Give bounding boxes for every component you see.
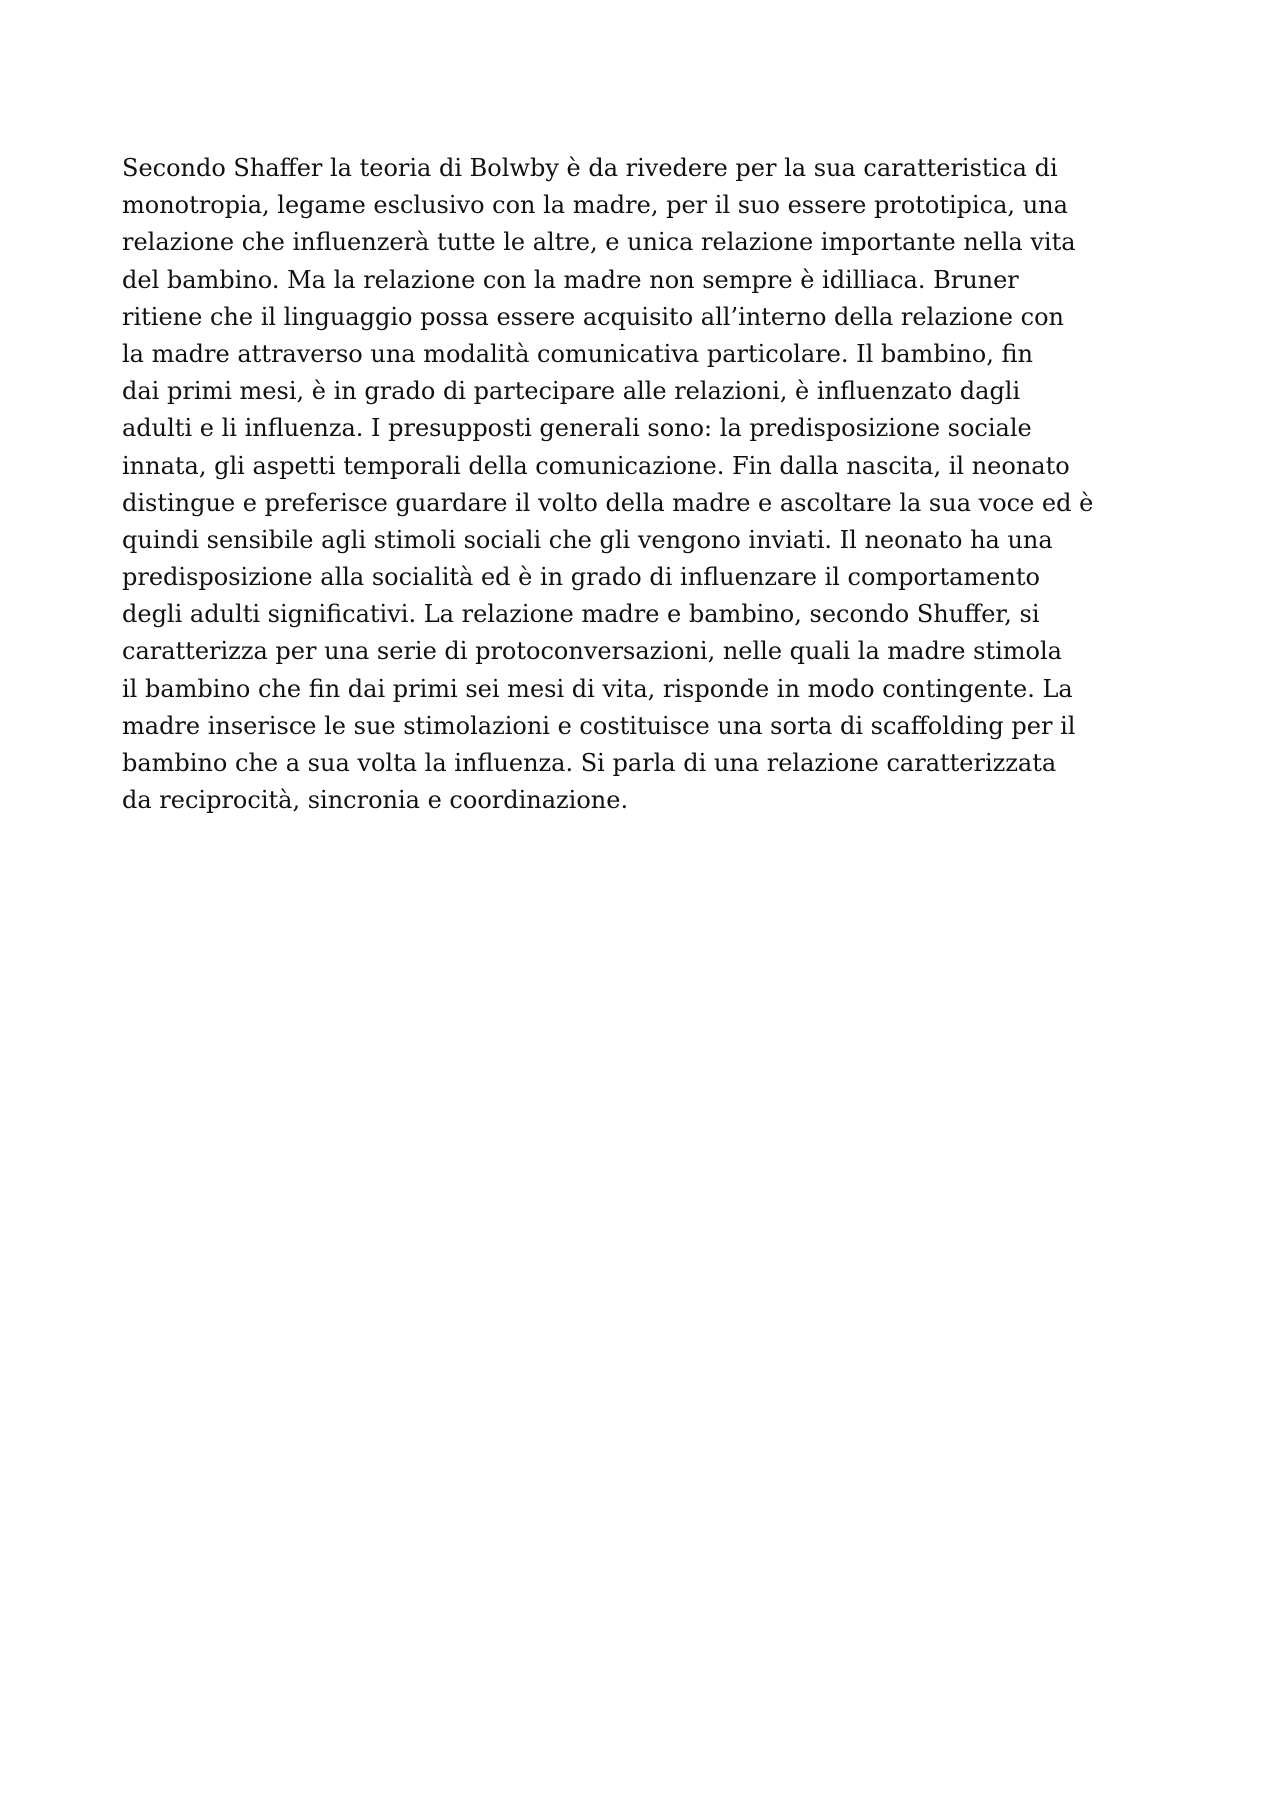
paragraph-line: caratterizza per una serie di protoconversazioni, nelle quali la madre stimola <box>122 637 1062 666</box>
paragraph-line: distingue e preferisce guardare il volto della madre e ascoltare la sua voce ed è <box>122 488 1094 517</box>
paragraph-line: relazione che influenzerà tutte le altre, e unica relazione importante nella vita <box>122 228 1076 257</box>
paragraph-line: adulti e li influenza. I presupposti generali sono: la predisposizione sociale <box>122 414 1032 443</box>
paragraph-line: la madre attraverso una modalità comunicativa particolare. Il bambino, fin <box>122 339 1033 368</box>
paragraph-line: monotropia, legame esclusivo con la madre, per il suo essere prototipica, una <box>122 191 1068 220</box>
paragraph-line: ritiene che il linguaggio possa essere acquisito all’interno della relazione con <box>122 302 1064 331</box>
paragraph-line: Secondo Shaffer la teoria di Bolwby è da rivedere per la sua caratteristica di <box>122 154 1058 182</box>
paragraph-line: da reciprocità, sincronia e coordinazione. <box>122 786 629 815</box>
paragraph-line: bambino che a sua volta la influenza. Si parla di una relazione caratterizzata <box>122 749 1057 777</box>
paragraph-line: innata, gli aspetti temporali della comunicazione. Fin dalla nascita, il neonato <box>122 451 1070 480</box>
paragraph-line: madre inserisce le sue stimolazioni e costituisce una sorta di scaffolding per il <box>122 711 1076 740</box>
paragraph-line: degli adulti significativi. La relazione madre e bambino, secondo Shuffer, si <box>122 600 1040 629</box>
paragraph-line: quindi sensibile agli stimoli sociali che gli vengono inviati. Il neonato ha una <box>122 525 1053 554</box>
paragraph-line: del bambino. Ma la relazione con la madre non sempre è idilliaca. Bruner <box>122 265 1019 294</box>
paragraph-line: predisposizione alla socialità ed è in grado di influenzare il comportamento <box>122 563 1040 592</box>
paragraph-line: il bambino che fin dai primi sei mesi di vita, risponde in modo contingente. La <box>122 674 1073 703</box>
paragraph-line: dai primi mesi, è in grado di partecipare alle relazioni, è influenzato dagli <box>122 377 1021 406</box>
body-paragraph <box>122 150 1182 819</box>
